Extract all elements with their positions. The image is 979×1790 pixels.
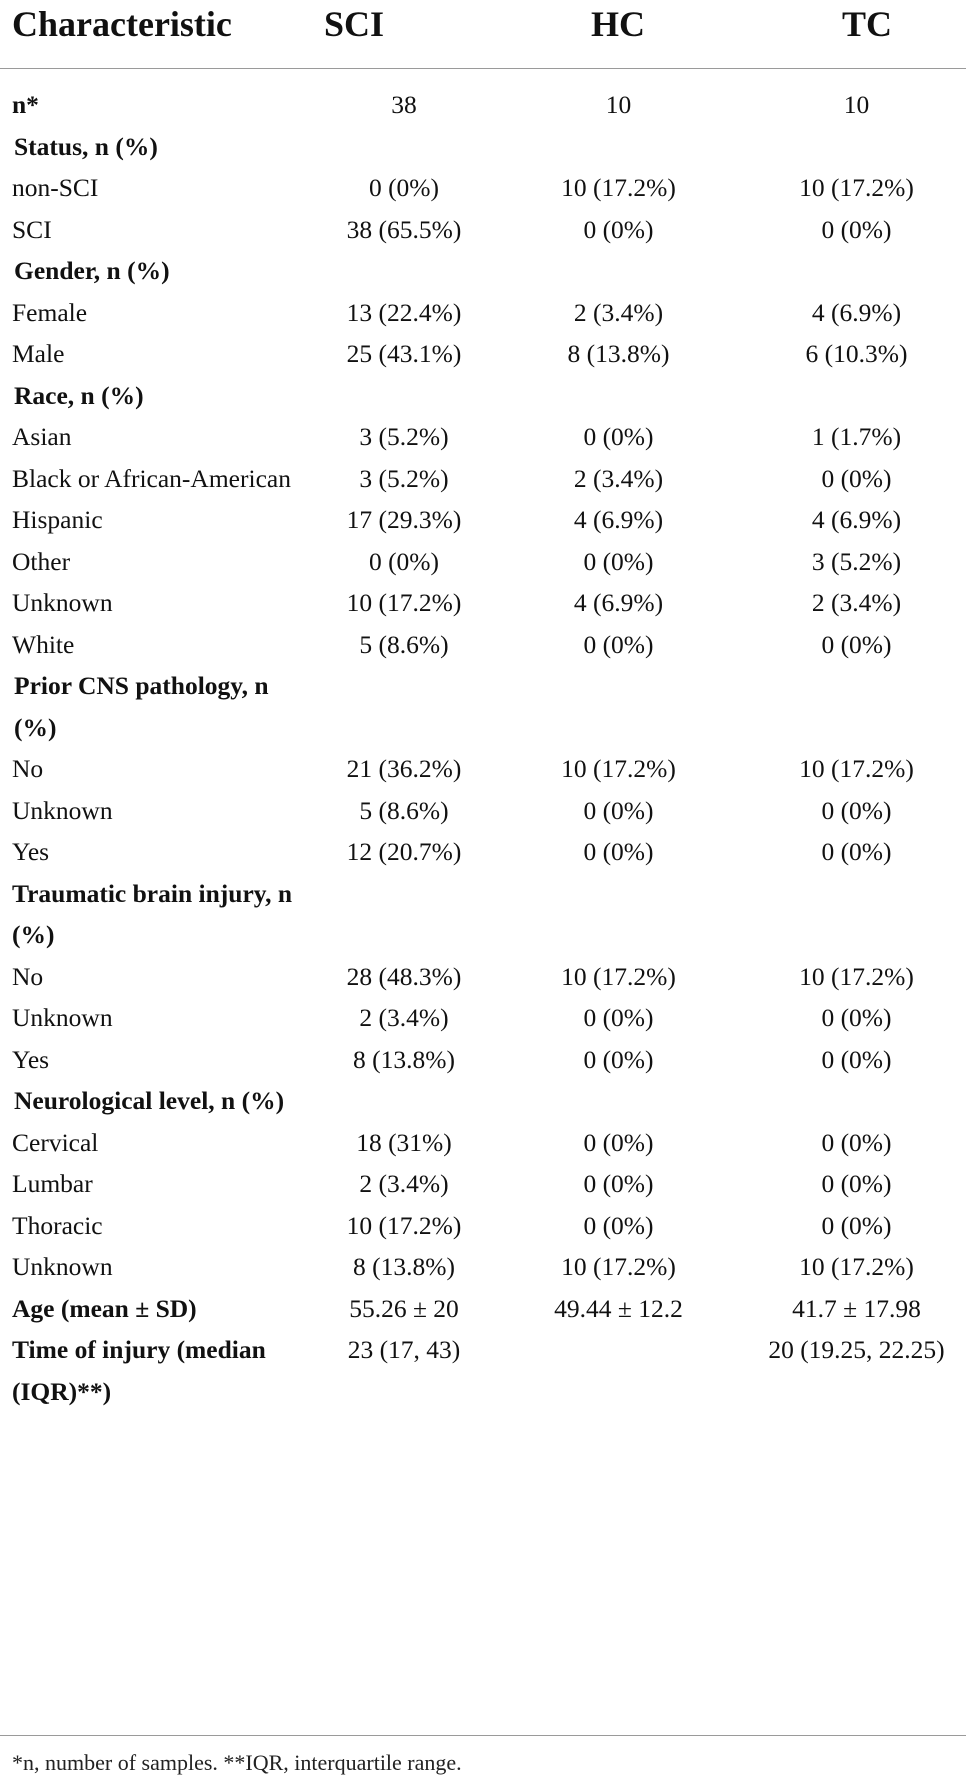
row-label: Status, n (%) (14, 131, 158, 161)
cell-hc: 0 (0%) (583, 1044, 654, 1074)
table-footnote: *n, number of samples. **IQR, interquartile range. (12, 1750, 462, 1775)
cell-sci: 38 (391, 90, 417, 119)
cell-tc: 41.7 ± 17.98 (792, 1293, 921, 1323)
cell-tc (734, 1080, 979, 1122)
cell-hc: 4 (6.9%) (573, 588, 664, 617)
cell-tc (734, 126, 979, 168)
cell-sci: 23 (17, 43) (347, 1335, 461, 1364)
row-label: Unknown (12, 1003, 113, 1032)
cell-tc: 10 (17.2%) (799, 1252, 914, 1281)
characteristics-table (0, 84, 979, 1412)
table-row (0, 541, 979, 583)
cell-sci: 3 (5.2%) (359, 422, 449, 451)
section-header-row (0, 250, 979, 292)
cell-hc: 10 (605, 90, 632, 119)
table-row (0, 1122, 979, 1164)
cell-sci: 25 (43.1%) (346, 339, 462, 368)
cell-hc (503, 126, 734, 168)
section-header-row (0, 665, 979, 748)
cell-tc (734, 375, 979, 417)
cell-sci: 3 (5.2%) (359, 463, 449, 493)
cell-sci: 55.26 ± 20 (349, 1293, 459, 1323)
cell-hc: 0 (0%) (583, 214, 654, 244)
cell-hc: 0 (0%) (583, 1210, 654, 1240)
cell-tc (734, 665, 979, 748)
cell-tc: 1 (1.7%) (811, 422, 902, 451)
row-label: Cervical (12, 1127, 99, 1157)
row-label: Male (12, 339, 65, 368)
table-row (0, 292, 979, 334)
row-label: Black or African-American (12, 463, 291, 493)
row-label: Other (12, 546, 71, 576)
table-row (0, 956, 979, 998)
header-tc: TC (841, 4, 892, 44)
row-label: Unknown (12, 795, 113, 825)
table-row (0, 790, 979, 832)
cell-sci: 0 (0%) (368, 546, 440, 576)
cell-sci: 18 (31%) (356, 1127, 452, 1157)
cell-sci: 13 (22.4%) (346, 297, 462, 327)
cell-tc: 10 (17.2%) (799, 754, 914, 783)
header-hc: HC (591, 4, 645, 44)
row-label: Traumatic brain injury, n (%) (12, 878, 293, 949)
section-header-row (0, 375, 979, 417)
header-characteristic: Characteristic (12, 4, 232, 44)
cell-tc: 0 (0%) (821, 1127, 892, 1157)
table-row (0, 582, 979, 624)
row-label: Unknown (12, 1252, 113, 1281)
row-label: White (12, 629, 75, 659)
cell-sci: 28 (48.3%) (346, 961, 462, 991)
cell-hc (503, 873, 734, 956)
cell-tc: 0 (0%) (821, 795, 892, 825)
row-label: Age (mean ± SD) (12, 1293, 197, 1323)
cell-hc: 0 (0%) (583, 837, 654, 866)
row-label: Neurological level, n (%) (14, 1086, 285, 1115)
table-row (0, 997, 979, 1039)
cell-sci (305, 873, 503, 956)
table-row (0, 1039, 979, 1081)
table-row (0, 624, 979, 666)
cell-hc: 49.44 ± 12.2 (554, 1293, 683, 1323)
cell-sci (305, 1080, 503, 1122)
cell-sci (305, 375, 503, 417)
cell-tc: 0 (0%) (821, 1003, 892, 1032)
row-label: No (12, 961, 44, 991)
footer-rule (0, 1735, 966, 1736)
row-label: SCI (12, 214, 52, 244)
row-label: Unknown (12, 588, 113, 617)
cell-sci: 8 (13.8%) (353, 1044, 455, 1074)
cell-hc: 0 (0%) (583, 629, 654, 659)
cell-sci (305, 250, 503, 292)
cell-hc (503, 1329, 734, 1412)
row-label: Yes (12, 1044, 50, 1074)
table-row (0, 873, 979, 956)
cell-hc: 10 (17.2%) (561, 1252, 676, 1281)
cell-hc: 10 (17.2%) (561, 173, 676, 202)
cell-tc (734, 250, 979, 292)
cell-sci (305, 665, 503, 748)
header-sci: SCI (323, 4, 385, 44)
table-row (0, 1246, 979, 1288)
cell-tc: 4 (6.9%) (811, 297, 902, 327)
cell-tc (734, 873, 979, 956)
row-label: Yes (12, 837, 50, 866)
cell-sci: 0 (0%) (368, 173, 440, 202)
header-rule (0, 68, 966, 69)
cell-hc: 0 (0%) (583, 795, 654, 825)
row-label: non-SCI (12, 173, 99, 202)
cell-hc (503, 665, 734, 748)
row-label: Thoracic (12, 1210, 103, 1240)
table-row (0, 831, 979, 873)
cell-sci: 10 (17.2%) (346, 1210, 462, 1240)
table-row (0, 1163, 979, 1205)
cell-tc: 20 (19.25, 22.25) (768, 1335, 945, 1364)
cell-hc: 0 (0%) (583, 1127, 654, 1157)
row-label: Race, n (%) (14, 380, 144, 410)
row-label: Female (12, 297, 88, 327)
cell-sci: 17 (29.3%) (346, 505, 462, 534)
row-label: Asian (12, 422, 72, 451)
cell-hc: 2 (3.4%) (573, 297, 664, 327)
row-label: n* (12, 90, 39, 119)
cell-tc: 0 (0%) (821, 1044, 892, 1074)
cell-tc: 0 (0%) (821, 214, 892, 244)
table-row (0, 416, 979, 458)
cell-sci: 12 (20.7%) (346, 837, 462, 866)
row-label: Time of injury (median (IQR)**) (12, 1335, 266, 1406)
cell-tc: 4 (6.9%) (811, 505, 902, 534)
row-label: Lumbar (12, 1169, 93, 1198)
cell-sci: 5 (8.6%) (359, 795, 449, 825)
row-label: No (12, 754, 44, 783)
table-row (0, 167, 979, 209)
cell-sci: 8 (13.8%) (353, 1252, 455, 1281)
table-row (0, 1288, 979, 1330)
row-label: Hispanic (12, 505, 103, 534)
section-header-row (0, 1080, 979, 1122)
cell-sci: 2 (3.4%) (359, 1169, 449, 1198)
cell-sci: 21 (36.2%) (346, 754, 462, 783)
cell-tc: 0 (0%) (821, 629, 892, 659)
section-header-row (0, 126, 979, 168)
cell-tc: 0 (0%) (821, 1210, 892, 1240)
cell-hc: 0 (0%) (583, 1169, 654, 1198)
cell-tc: 6 (10.3%) (805, 339, 908, 368)
table-row (0, 1329, 979, 1412)
table-row (0, 84, 979, 126)
cell-hc (503, 250, 734, 292)
cell-tc: 2 (3.4%) (811, 588, 902, 617)
table-row (0, 458, 979, 500)
cell-hc: 0 (0%) (583, 546, 654, 576)
cell-tc: 10 (17.2%) (799, 173, 914, 202)
cell-hc: 8 (13.8%) (567, 339, 670, 368)
cell-hc (503, 375, 734, 417)
cell-hc: 4 (6.9%) (573, 505, 664, 534)
row-label: Prior CNS pathology, n (%) (14, 671, 269, 742)
cell-sci: 10 (17.2%) (346, 588, 462, 617)
cell-tc: 0 (0%) (821, 837, 892, 866)
cell-hc: 10 (17.2%) (561, 961, 676, 991)
cell-hc: 0 (0%) (583, 1003, 654, 1032)
table-row (0, 748, 979, 790)
cell-tc: 10 (843, 90, 870, 119)
cell-hc: 0 (0%) (583, 422, 654, 451)
cell-sci: 2 (3.4%) (359, 1003, 449, 1032)
table-row (0, 1205, 979, 1247)
cell-hc (503, 1080, 734, 1122)
cell-sci: 38 (65.5%) (346, 214, 462, 244)
cell-sci (305, 126, 503, 168)
cell-hc: 10 (17.2%) (561, 754, 676, 783)
cell-tc: 10 (17.2%) (799, 961, 914, 991)
table-row (0, 333, 979, 375)
cell-tc: 0 (0%) (821, 463, 892, 493)
cell-tc: 3 (5.2%) (811, 546, 902, 576)
cell-hc: 2 (3.4%) (573, 463, 664, 493)
table-row (0, 209, 979, 251)
row-label: Gender, n (%) (14, 256, 170, 285)
cell-sci: 5 (8.6%) (359, 629, 449, 659)
table-row (0, 499, 979, 541)
cell-tc: 0 (0%) (821, 1169, 892, 1198)
table-header (0, 0, 979, 68)
